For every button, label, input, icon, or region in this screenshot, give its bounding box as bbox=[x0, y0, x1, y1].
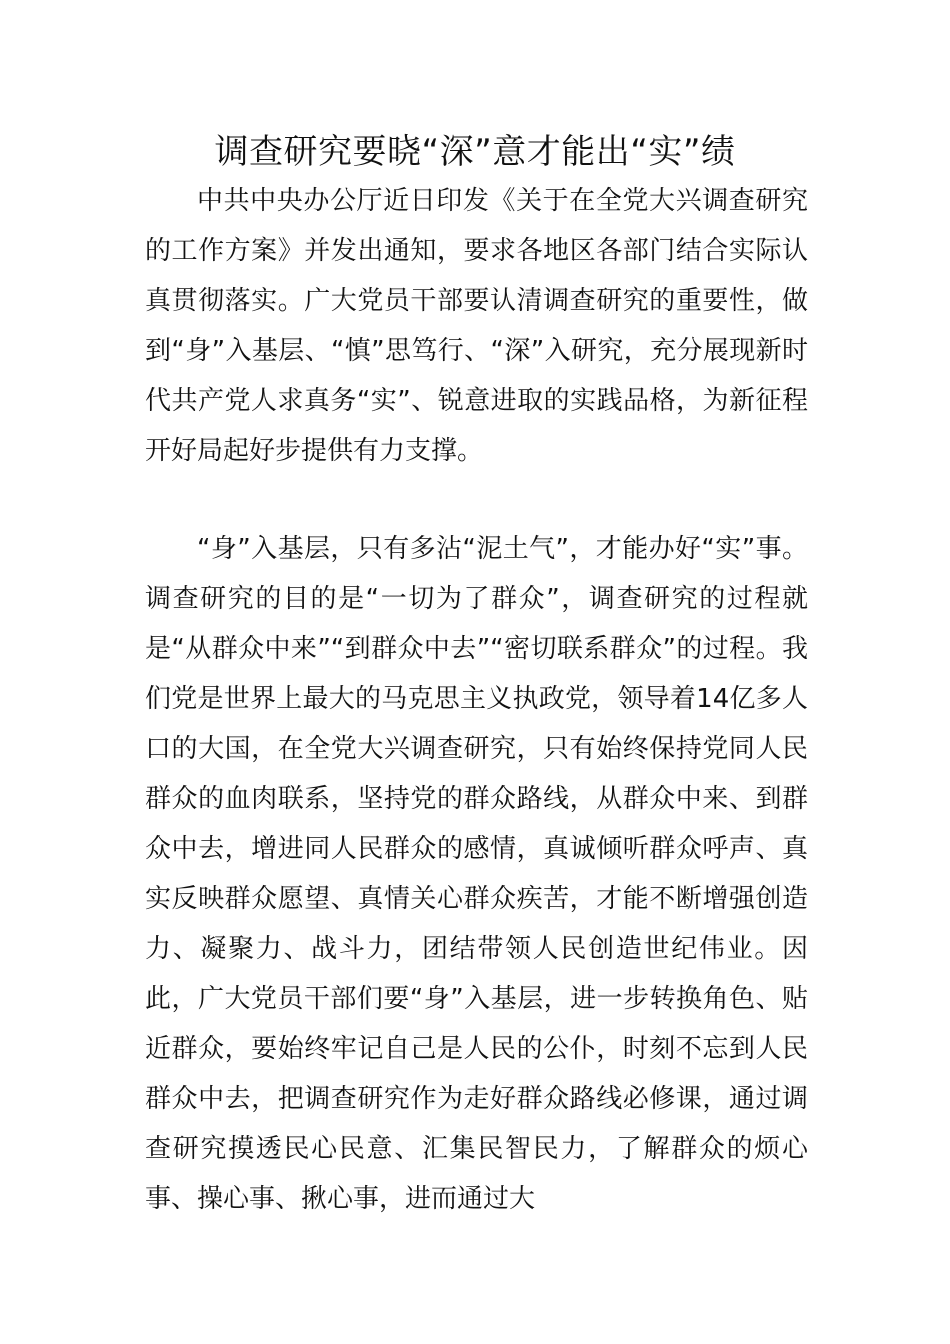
paragraph-intro: 中共中央办公厅近日印发《关于在全党大兴调查研究的工作方案》并发出通知，要求各地区各部门结合实际认真贯彻落实。广大党员干部要认清调查研究的重要性，做到“身”入基层、“慎”思笃行、“深”入研究，充分展现新时代共产党人求真务“实”、锐意进取的实践品格，为新征程开好局起好步提供有力支撑。 bbox=[145, 186, 808, 466]
paragraph-body: “身”入基层，只有多沾“泥土气”，才能办好“实”事。调查研究的目的是“一切为了群众”，调查研究的过程就是“从群众中来”“到群众中去”“密切联系群众”的过程。我们党是世界上最大的马克思主义执政党，领导着14亿多人口的大国，在全党大兴调查研究，只有始终保持党同人民群众的血肉联系，坚持党的群众路线，从群众中来、到群众中去，增进同人民群众的感情，真诚倾听群众呼声、真实反映群众愿望、真情关心群众疾苦，才能不断增强创造力、凝聚力、战斗力，团结带领人民创造世纪伟业。因此，广大党员干部们要“身”入基层，进一步转换角色、贴近群众，要始终牢记自己是人民的公仆，时刻不忘到人民群众中去，把调查研究作为走好群众路线必修课，通过调查研究摸透民心民意、汇集民智民力，了解群众的烦心事、操心事、揪心事，进而通过大 bbox=[145, 534, 808, 1214]
document-title: 调查研究要晓“深”意才能出“实”绩 bbox=[214, 132, 736, 172]
